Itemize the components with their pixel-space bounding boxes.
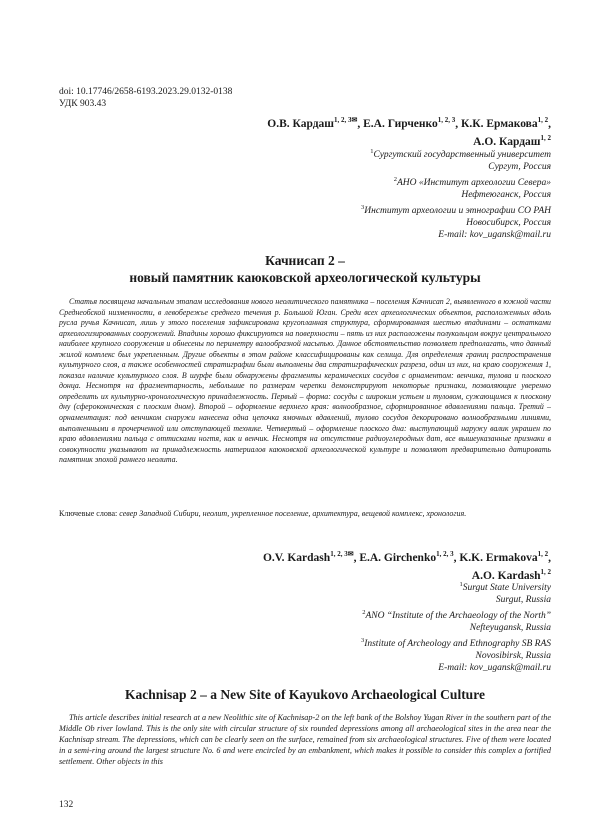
affiliation-line: Nefteyugansk, Russia	[469, 623, 551, 634]
title-ru-line2: новый памятник каюковской археологической культуры	[129, 270, 481, 285]
affiliation-line: $^1$Surgut State University	[459, 581, 551, 594]
keywords-ru	[59, 509, 551, 519]
author-name: , Е.А. Гирченко	[357, 117, 438, 130]
author-sup: 1, 2	[540, 567, 551, 576]
affiliation-line: Сургут, Россия	[488, 162, 551, 173]
affiliation-line: $^3$Institute of Archeology and Ethnography SB RAS	[360, 636, 551, 649]
author-sup: 1, 2	[537, 116, 549, 124]
author-name: О.В. Кардаш	[267, 117, 334, 130]
author-sup: 1, 2, 3✉	[333, 116, 358, 124]
title-ru-line1: Качнисап 2 –	[265, 253, 345, 268]
author-name: , E.A. Girchenko	[353, 551, 437, 564]
title-en: Kachnisap 2 – a New Site of Kayukovo Archaeological Culture	[125, 687, 485, 702]
article-meta	[59, 86, 232, 110]
author-name: ,	[548, 551, 551, 564]
keywords-label: Ключевые слова:	[59, 509, 118, 518]
author-sup: 1, 2, 3	[436, 550, 454, 558]
affiliation-line: Novosibirsk, Russia	[475, 650, 551, 661]
author-sup: 1, 2	[540, 133, 551, 142]
udk: УДК 903.43	[59, 99, 107, 109]
author-name: O.V. Kardash	[262, 551, 331, 564]
email-ru: E-mail: kov_ugansk@mail.ru	[438, 230, 551, 241]
author-sup: 1, 2	[537, 550, 549, 558]
affiliations-en	[361, 579, 551, 675]
authors-en	[263, 547, 551, 583]
authors-ru-line1	[267, 113, 551, 131]
affiliation-line: $^2$АНО «Институт археологии Севера»	[393, 175, 551, 188]
author-name: ,	[548, 117, 551, 130]
title-ru	[59, 252, 551, 286]
page-number: 132	[59, 800, 74, 810]
keywords-text: север Западной Сибири, неолит, укрепленное поселение, архитектура, вещевой комплекс, хронология.	[119, 509, 467, 518]
affiliation-line: $^3$Институт археологии и этнографии СО РАН	[361, 203, 551, 216]
affiliation-line: Surgut, Russia	[495, 595, 551, 606]
author-sup: 1, 2, 3	[437, 116, 456, 124]
email-en: E-mail: kov_ugansk@mail.ru	[438, 663, 551, 674]
author-sup: 1, 2, 3✉	[330, 550, 354, 558]
affiliation-line: Нефтеюганск, Россия	[461, 190, 551, 201]
affiliations-ru	[361, 146, 551, 242]
abstract-ru: Статья посвящена начальным этапам исследования нового неолитического памятника – поселения Качнисап 2, выявленного в южной части Среднеобской низменности, в левобережье среднего течения р. Большой Юган. Среди всех археологических объектов, расположенных вдоль русла ручья Качнисап, лишь у этого поселения зафиксирована кругопланная структура, сформированная шестью впадинами – остатками археологизированных сооружений. Впадины хорошо фиксируются на поверхности – пять из них расположены полукольцом вокруг центрального наиболее крупного сооружения и обнесены по периметру валообразной насыпью. Данное обстоятельство позволяет предполагать, что данный жилой комплекс был укрепленным. Другие объекты в этом районе классифицированы как селища. Для определения границ распространения культурного слоя, а также особенностей стратиграфии были выполнены два стратиграфических разреза, один из них, на краю сооружения 1, показал наличие культурного слоя. В шурфе были обнаружены фрагменты керамических сосудов с орнаментом: венчика, тулова и плоского донца. Несмотря на фрагментарность, небольшие по размерам черепки демонстрируют некоторые признаки, позволяющие уверенно определить их культурно-хронологическую принадлежность. Первый – форма: сосуды с широким устьем и туловом, сужающимся к плоскому дну (сфероконическая с плоским дном). Второй – оформление верхнего края: волнообразное, сформированное вдавлениями пальца. Третий – орнаментация: под венчиком снаружи нанесена одна цепочка ямочных вдавлений, тулово сосудов декорировано волнообразными линиями, выполненными в прочерченной или отступающей технике. Четвертый – оформление плоского дна: выступающий наружу валик украшен по краю вдавлениями пальца с оттисками ногтя, как и венчик. Несмотря на отсутствие радиоуглеродных дат, все вышеуказанные признаки в совокупности указывают на принадлежность материалов каюковской археологической культуре и позволяют предварительно датировать памятник эпохой раннего неолита.	[59, 297, 551, 465]
author-name: , К.К. Ермакова	[455, 117, 538, 130]
author-name: А.О. Кардаш	[473, 135, 541, 148]
affiliation-line: $^2$ANO “Institute of the Archaeology of the North”	[362, 608, 551, 621]
affiliation-line: $^1$Сургутский государственный университет	[370, 148, 551, 161]
doi: doi: 10.17746/2658-6193.2023.29.0132-0138	[59, 87, 233, 97]
abstract-en: This article describes initial research at a new Neolithic site of Kachnisap-2 on the left bank of the Bolshoy Yugan River in the southern part of the Middle Ob river lowland. This is the only site with circular structure of six rounded depressions among all archaeological sites in the area near the Kachnisap stream. The depressions, which can be clearly seen on the surface, remained from six archaeological structures. Five of them were located in a semi-ring around the largest structure No. 6 and were encircled by an embankment, which makes it possible to consider this complex a fortified settlement. Other objects in this	[59, 713, 551, 766]
affiliation-line: Новосибирск, Россия	[466, 217, 551, 228]
author-name: A.O. Kardash	[471, 569, 541, 582]
author-name: , K.K. Ermakova	[453, 551, 538, 564]
authors-en-line1	[263, 547, 551, 565]
authors-ru	[267, 113, 551, 149]
